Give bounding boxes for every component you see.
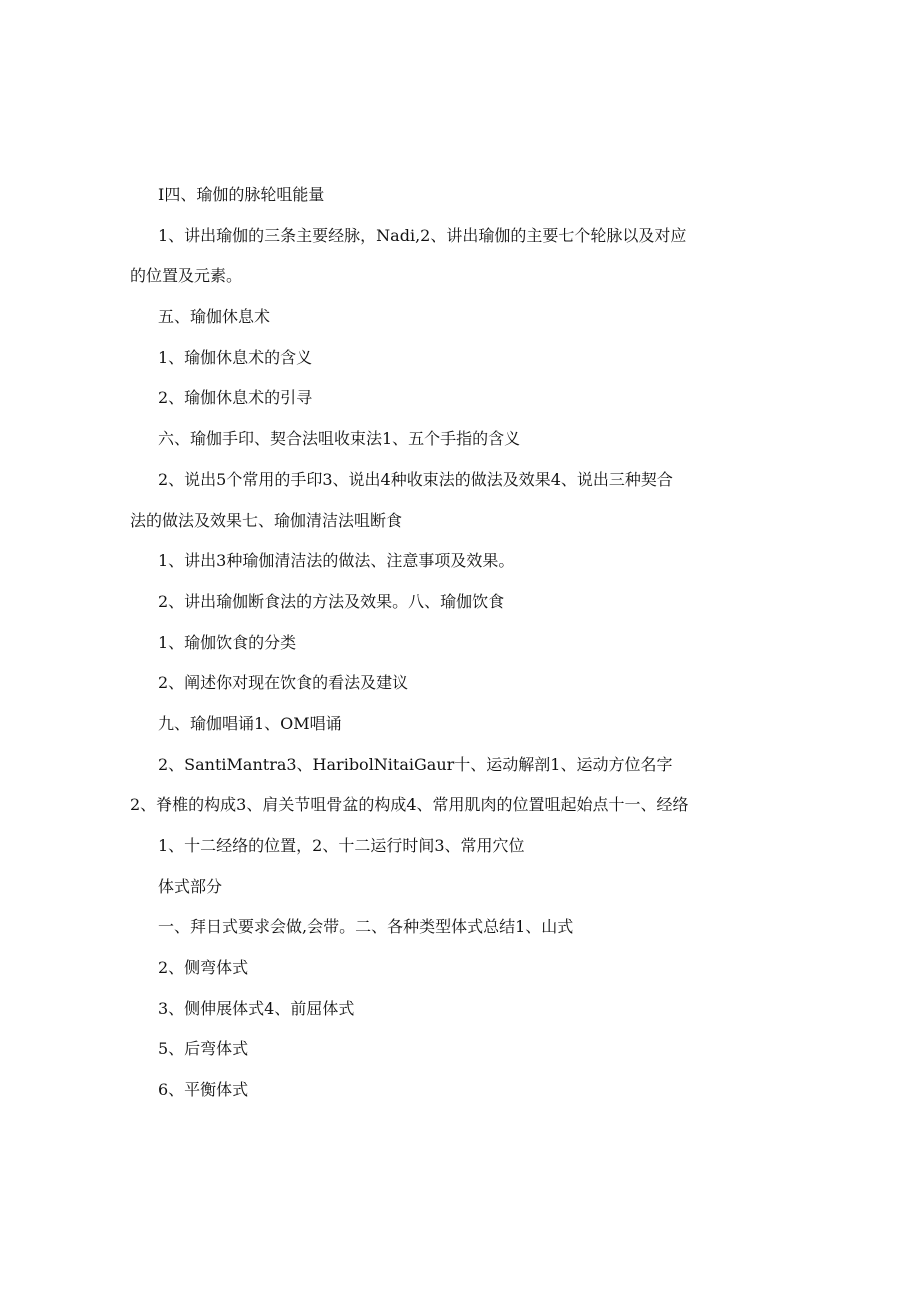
text-line: 1、十二经络的位置，2、十二运行时间3、常用穴位: [158, 836, 525, 855]
text-line: 2、讲出瑜伽断食法的方法及效果。八、瑜伽饮食: [158, 591, 505, 611]
text-line-flush: 2、脊椎的构成3、肩关节咀骨盆的构成4、常用肌肉的位置咀起始点十一、经络: [130, 795, 689, 815]
section-heading-yoga-nidra: 五、瑜伽休息术: [158, 307, 271, 327]
text-line-continuation: 的位置及元素。: [130, 266, 243, 286]
text-line: 1、瑜伽饮食的分类: [158, 632, 297, 652]
text-line: 3、侧伸展体式4、前屈体式: [158, 998, 355, 1018]
text-line: 1、讲出瑜伽的三条主要经脉，Nadi,2、讲出瑜伽的主要七个轮脉以及对应: [158, 225, 687, 245]
section-heading-chanting: 九、瑜伽唱诵1、OM唱诵: [158, 713, 342, 733]
section-heading-chakra-energy: I四、瑜伽的脉轮咀能量: [158, 185, 325, 204]
text-line-continuation: 法的做法及效果七、瑜伽清洁法咀断食: [130, 510, 403, 530]
section-heading-mudra-bandha: 六、瑜伽手印、契合法咀收束法1、五个手指的含义: [158, 429, 521, 449]
text-line: 一、拜日式要求会做,会带。二、各种类型体式总结1、山式: [158, 917, 574, 937]
text-line: 1、讲出3种瑜伽清洁法的做法、注意事项及效果。: [158, 551, 515, 571]
text-line: 1、瑜伽休息术的含义: [158, 347, 313, 367]
text-line: 2、瑜伽休息术的引寻: [158, 388, 313, 408]
document-body: [130, 175, 730, 1111]
text-line: 2、说出5个常用的手印3、说出4种收束法的做法及效果4、说出三种契合: [158, 469, 673, 489]
section-heading-asana-part: 体式部分: [158, 876, 223, 896]
text-line: 2、阐述你对现在饮食的看法及建议: [158, 673, 409, 693]
text-line: 2、SantiMantra3、HaribolNitaiGaur十、运动解剖1、运动方位名字: [158, 754, 673, 774]
text-line: 5、后弯体式: [158, 1039, 249, 1059]
text-line: 6、平衡体式: [158, 1080, 249, 1100]
text-line: 2、侧弯体式: [158, 958, 249, 978]
